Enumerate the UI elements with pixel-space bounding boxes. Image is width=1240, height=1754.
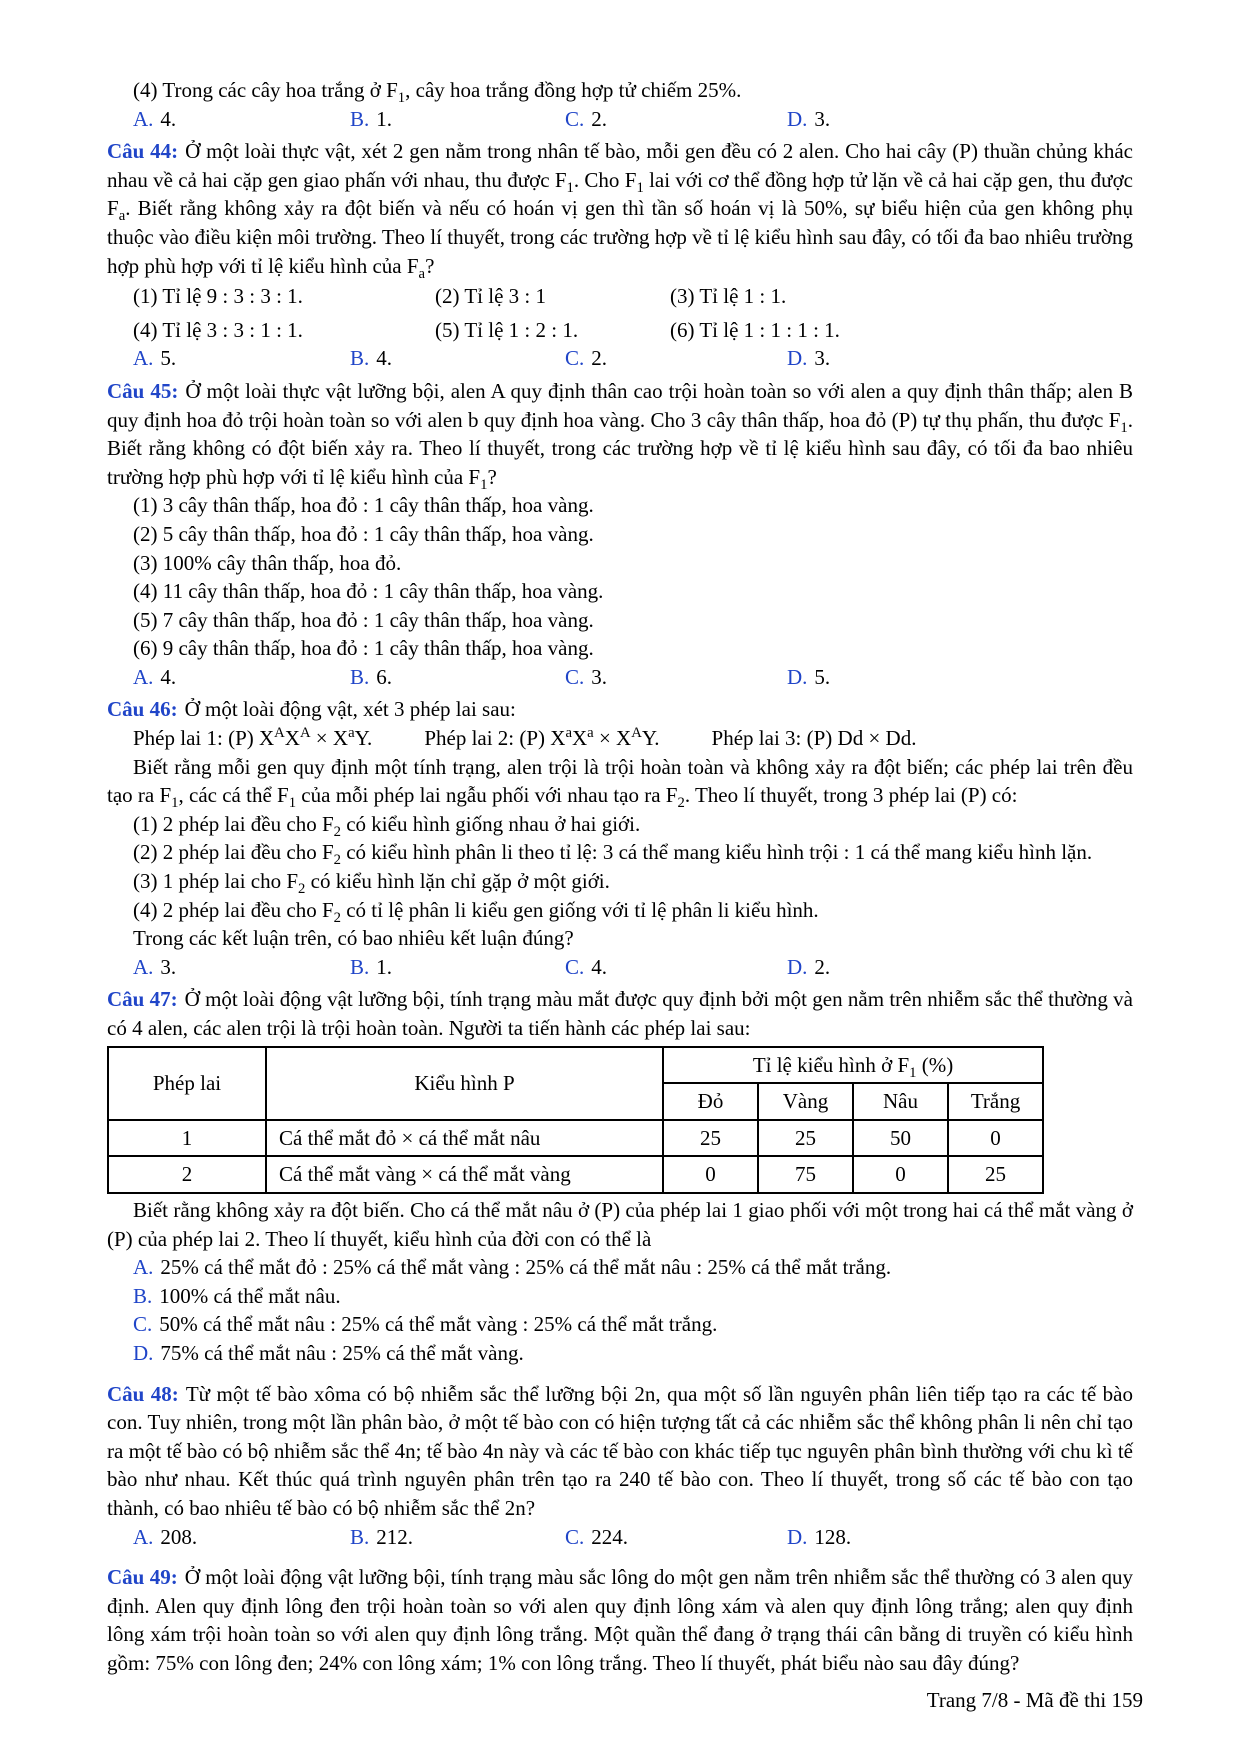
table-cell: 25 xyxy=(758,1120,853,1157)
answer-text: 5. xyxy=(160,346,177,371)
question-46-paragraph xyxy=(107,695,1133,724)
answer-text: 25% cá thể mắt đỏ : 25% cá thể mắt vàng : 25% cá thể mắt nâu : 25% cá thể mắt trắng. xyxy=(160,1255,892,1280)
answer-text: 3. xyxy=(160,954,177,979)
table-header-nau: Nâu xyxy=(853,1083,948,1120)
prev-answer-a xyxy=(133,105,350,134)
prev-statement-4: (4) Trong các cây hoa trắng ở $F_1$, cây hoa trắng đồng hợp tử chiếm 25%. xyxy=(133,78,742,107)
answer-letter: B. xyxy=(350,954,370,979)
answer-letter: D. xyxy=(787,106,808,131)
answer-text: 208. xyxy=(160,1524,198,1549)
table-header-do: Đỏ xyxy=(663,1083,758,1120)
table-cell: 0 xyxy=(663,1156,758,1193)
q44-answer-row xyxy=(107,344,1133,373)
q47-cross-table xyxy=(107,1046,1044,1194)
answer-text: 4. xyxy=(591,954,608,979)
table-cell: 0 xyxy=(948,1120,1043,1157)
q45-answer-c xyxy=(565,663,787,692)
answer-text: 1. xyxy=(376,954,393,979)
answer-text: 128. xyxy=(814,1524,852,1549)
answer-text: 6. xyxy=(376,664,393,689)
q48-answer-d xyxy=(787,1523,1133,1552)
q44-option-1: (1) Tỉ lệ 9 : 3 : 3 : 1. xyxy=(133,284,303,309)
q47-answer-c xyxy=(107,1310,1133,1339)
prev-answer-d xyxy=(787,105,1133,134)
q44-answer-b xyxy=(350,344,565,373)
table-cell: 2 xyxy=(108,1156,266,1193)
q47-answer-a xyxy=(107,1253,1133,1282)
question-47-paragraph xyxy=(107,985,1133,1042)
q47-answer-d xyxy=(107,1339,1133,1368)
question-48-paragraph xyxy=(107,1380,1133,1523)
q45-statement-6: (6) 9 cây thân thấp, hoa đỏ : 1 cây thân thấp, hoa vàng. xyxy=(133,636,594,661)
q46-statement-3: (3) 1 phép lai cho $F_2$ có kiểu hình lặn chỉ gặp ở một giới. xyxy=(133,869,610,898)
table-header-kieu-hinh: Kiểu hình P xyxy=(266,1047,663,1120)
question-48-text: Từ một tế bào xôma có bộ nhiễm sắc thể lưỡng bội 2n, qua một số lần nguyên phân liên tiếp tạo ra các tế bào con. Tuy nhiên, trong một lần phân bào, ở một tế bào con có hiện tượng tất cả các nhiễm sắc thể không phân li nên chỉ tạo ra một tế bào có bộ nhiễm sắc thể 4n; tế bào 4n này và các tế bào con khác tiếp tục nguyên phân bình thường với chu kì tế bào như nhau. Kết thúc quá trình nguyên phân trên tạo ra 240 tế bào con. Theo lí thuyết, trong số các tế bào con tạo thành, có bao nhiêu tế bào có bộ nhiễm sắc thể 2n? xyxy=(107,1381,1133,1520)
q44-option-6: (6) Tỉ lệ 1 : 1 : 1 : 1. xyxy=(670,317,840,342)
q48-answer-c xyxy=(565,1523,787,1552)
q44-option-3: (3) Tỉ lệ 1 : 1. xyxy=(670,284,787,309)
table-cell: 25 xyxy=(663,1120,758,1157)
table-row xyxy=(108,1156,1043,1193)
question-45-label: Câu 45: xyxy=(107,378,179,403)
table-cell: 50 xyxy=(853,1120,948,1157)
answer-text: 4. xyxy=(160,106,177,131)
answer-letter: A. xyxy=(133,1255,154,1280)
q46-cross-3: Phép lai 3: (P) Dd × Dd. xyxy=(711,726,917,751)
answer-letter: D. xyxy=(133,1340,154,1365)
q44-answer-a xyxy=(133,344,350,373)
answer-text: 4. xyxy=(160,664,177,689)
question-44 xyxy=(107,137,1133,373)
q45-statement-1: (1) 3 cây thân thấp, hoa đỏ : 1 cây thân thấp, hoa vàng. xyxy=(133,493,594,518)
answer-text: 4. xyxy=(376,346,393,371)
question-46-label: Câu 46: xyxy=(107,697,178,722)
answer-letter: C. xyxy=(565,106,585,131)
question-45 xyxy=(107,377,1133,692)
q48-answer-row xyxy=(107,1523,1133,1552)
table-cell: 25 xyxy=(948,1156,1043,1193)
q45-statement-2: (2) 5 cây thân thấp, hoa đỏ : 1 cây thân thấp, hoa vàng. xyxy=(133,521,594,546)
q44-answer-c xyxy=(565,344,787,373)
question-49-paragraph xyxy=(107,1563,1133,1677)
q46-answer-b xyxy=(350,953,565,982)
answer-text: 1. xyxy=(376,106,393,131)
table-header-trang: Trắng xyxy=(948,1083,1043,1120)
answer-letter: A. xyxy=(133,106,154,131)
table-cell: 75 xyxy=(758,1156,853,1193)
q46-answer-row xyxy=(107,953,1133,982)
q46-statement-2: (2) 2 phép lai đều cho $F_2$ có kiểu hình phân li theo tỉ lệ: 3 cá thể mang kiểu hình trội : 1 cá thể mang kiểu hình lặn. xyxy=(133,840,1093,869)
q47-answer-b xyxy=(107,1282,1133,1311)
table-header-vang: Vàng xyxy=(758,1083,853,1120)
q46-answer-c xyxy=(565,953,787,982)
answer-text: 5. xyxy=(814,664,831,689)
question-46 xyxy=(107,695,1133,981)
q46-cross-2: Phép lai 2: (P) $X^aX^a \times X^AY$. xyxy=(424,725,660,751)
q44-options-grid xyxy=(107,282,1133,344)
q46-statement-1: (1) 2 phép lai đều cho $F_2$ có kiểu hình giống nhau ở hai giới. xyxy=(133,811,641,841)
q45-answer-b xyxy=(350,663,565,692)
answer-letter: D. xyxy=(787,664,808,689)
q45-answer-row xyxy=(107,663,1133,692)
answer-text: 3. xyxy=(591,664,608,689)
answer-text: 75% cá thể mắt nâu : 25% cá thể mắt vàng. xyxy=(160,1340,524,1365)
answer-text: 100% cá thể mắt nâu. xyxy=(159,1283,341,1308)
question-45-paragraph xyxy=(107,377,1133,491)
answer-letter: B. xyxy=(350,664,370,689)
answer-letter: A. xyxy=(133,954,154,979)
answer-letter: B. xyxy=(350,1524,370,1549)
page-footer: Trang 7/8 - Mã đề thi 159 xyxy=(926,1688,1143,1712)
question-47 xyxy=(107,985,1133,1367)
q45-answer-d xyxy=(787,663,1133,692)
question-46-intro: Ở một loài động vật, xét 3 phép lai sau: xyxy=(184,697,516,722)
answer-letter: C. xyxy=(565,954,585,979)
answer-text: 50% cá thể mắt nâu : 25% cá thể mắt vàng : 25% cá thể mắt trắng. xyxy=(159,1312,718,1337)
answer-text: 2. xyxy=(591,346,608,371)
table-header-group: Tỉ lệ kiểu hình ở $F_1$ (%) xyxy=(663,1047,1043,1084)
answer-letter: C. xyxy=(565,664,585,689)
q44-option-2: (2) Tỉ lệ 3 : 1 xyxy=(435,284,547,309)
q46-statement-4: (4) 2 phép lai đều cho $F_2$ có tỉ lệ phân li kiểu gen giống với tỉ lệ phân li kiểu hình. xyxy=(133,897,819,926)
answer-text: 224. xyxy=(591,1524,629,1549)
answer-text: 2. xyxy=(591,106,608,131)
answer-text: 2. xyxy=(814,954,831,979)
q46-answer-d xyxy=(787,953,1133,982)
answer-text: 3. xyxy=(814,106,831,131)
question-49-label: Câu 49: xyxy=(107,1565,178,1590)
q45-answer-a xyxy=(133,663,350,692)
table-header-row-1 xyxy=(108,1047,1043,1084)
answer-text: 212. xyxy=(376,1524,414,1549)
q46-crosses-row xyxy=(107,724,1133,753)
question-47-label: Câu 47: xyxy=(107,987,178,1012)
table-header-phep-lai: Phép lai xyxy=(108,1047,266,1120)
q48-answer-a xyxy=(133,1523,350,1552)
answer-letter: B. xyxy=(350,346,370,371)
answer-letter: B. xyxy=(350,106,370,131)
answer-letter: D. xyxy=(787,954,808,979)
answer-letter: C. xyxy=(565,1524,585,1549)
question-44-text: Ở một loài thực vật, xét 2 gen nằm trong nhân tế bào, mỗi gen đều có 2 alen. Cho hai cây (P) thuần chủng khác nhau về cả hai cặp gen giao phấn với nhau, thu được $F_1$. Cho $F_1$ lai với cơ thể đồng hợp tử lặn về cả hai cặp gen, thu được $F_a$. Biết rằng không xảy ra đột biến và nếu có hoán vị gen thì tần số hoán vị là 50%, sự biểu hiện của gen không phụ thuộc vào điều kiện môi trường. Theo lí thuyết, trong các trường hợp về tỉ lệ kiểu hình sau đây, có tối đa bao nhiêu trường hợp phù hợp với tỉ lệ kiểu hình của $F_a$? xyxy=(107,139,1134,282)
q45-statement-4: (4) 11 cây thân thấp, hoa đỏ : 1 cây thân thấp, hoa vàng. xyxy=(133,579,604,604)
question-44-label: Câu 44: xyxy=(107,139,179,164)
question-47-text: Ở một loài động vật lưỡng bội, tính trạng màu mắt được quy định bởi một gen nằm trên nhiễm sắc thể thường và có 4 alen, các alen trội là trội hoàn toàn. Người ta tiến hành các phép lai sau: xyxy=(107,987,1133,1040)
answer-letter: A. xyxy=(133,664,154,689)
table-cell: Cá thể mắt đỏ × cá thể mắt nâu xyxy=(266,1120,663,1157)
question-44-paragraph xyxy=(107,137,1133,280)
q46-answer-a xyxy=(133,953,350,982)
question-49 xyxy=(107,1563,1133,1677)
prev-answer-b xyxy=(350,105,565,134)
prev-answer-row xyxy=(107,105,1133,134)
answer-letter: A. xyxy=(133,1524,154,1549)
table-cell: Cá thể mắt vàng × cá thể mắt vàng xyxy=(266,1156,663,1193)
question-46-text: Biết rằng mỗi gen quy định một tính trạng, alen trội là trội hoàn toàn và không xảy ra đột biến; các phép lai trên đều tạo ra $F_1$, các cá thể $F_1$ của mỗi phép lai ngẫu phối với nhau tạo ra $F_2$. Theo lí thuyết, trong 3 phép lai (P) có: xyxy=(107,754,1133,812)
q45-statement-5: (5) 7 cây thân thấp, hoa đỏ : 1 cây thân thấp, hoa vàng. xyxy=(133,607,594,632)
table-row xyxy=(108,1120,1043,1157)
q44-option-4: (4) Tỉ lệ 3 : 3 : 1 : 1. xyxy=(133,317,303,342)
q47-after-table-text: Biết rằng không xảy ra đột biến. Cho cá thể mắt nâu ở (P) của phép lai 1 giao phối với một trong hai cá thể mắt vàng ở (P) của phép lai 2. Theo lí thuyết, kiểu hình của đời con có thể là xyxy=(107,1197,1133,1251)
answer-letter: D. xyxy=(787,1524,808,1549)
question-48 xyxy=(107,1380,1133,1552)
question-48-label: Câu 48: xyxy=(107,1381,179,1406)
question-49-text: Ở một loài động vật lưỡng bội, tính trạng màu sắc lông do một gen nằm trên nhiễm sắc thể thường có 3 alen quy định. Alen quy định lông đen trội hoàn toàn so với alen quy định lông xám và alen quy định lông trắng; alen quy định lông xám trội hoàn toàn so với alen quy định lông trắng. Một quần thể đang ở trạng thái cân bằng di truyền có kiểu hình gồm: 75% con lông đen; 24% con lông xám; 1% con lông trắng. Theo lí thuyết, phát biểu nào sau đây đúng? xyxy=(107,1565,1133,1675)
table-cell: 0 xyxy=(853,1156,948,1193)
answer-letter: C. xyxy=(133,1312,153,1337)
q46-closing-question: Trong các kết luận trên, có bao nhiêu kết luận đúng? xyxy=(133,926,574,951)
q45-statement-3: (3) 100% cây thân thấp, hoa đỏ. xyxy=(133,550,402,575)
answer-letter: C. xyxy=(565,346,585,371)
answer-letter: A. xyxy=(133,346,154,371)
answer-text: 3. xyxy=(814,346,831,371)
q44-answer-d xyxy=(787,344,1133,373)
answer-letter: D. xyxy=(787,346,808,371)
table-cell: 1 xyxy=(108,1120,266,1157)
answer-letter: B. xyxy=(133,1283,153,1308)
q44-option-5: (5) Tỉ lệ 1 : 2 : 1. xyxy=(435,317,579,342)
question-45-text: Ở một loài thực vật lưỡng bội, alen A quy định thân cao trội hoàn toàn so với alen a quy định thân thấp; alen B quy định hoa đỏ trội hoàn toàn so với alen b quy định hoa vàng. Cho 3 cây thân thấp, hoa đỏ (P) tự thụ phấn, thu được $F_1$. Biết rằng không có đột biến xảy ra. Theo lí thuyết, trong các trường hợp về tỉ lệ kiểu hình sau đây, có tối đa bao nhiêu trường hợp phù hợp với tỉ lệ kiểu hình của $F_1$? xyxy=(107,378,1134,493)
q46-cross-1: Phép lai 1: (P) $X^AX^A \times X^aY$. xyxy=(133,725,373,751)
prev-answer-c xyxy=(565,105,787,134)
q48-answer-b xyxy=(350,1523,565,1552)
